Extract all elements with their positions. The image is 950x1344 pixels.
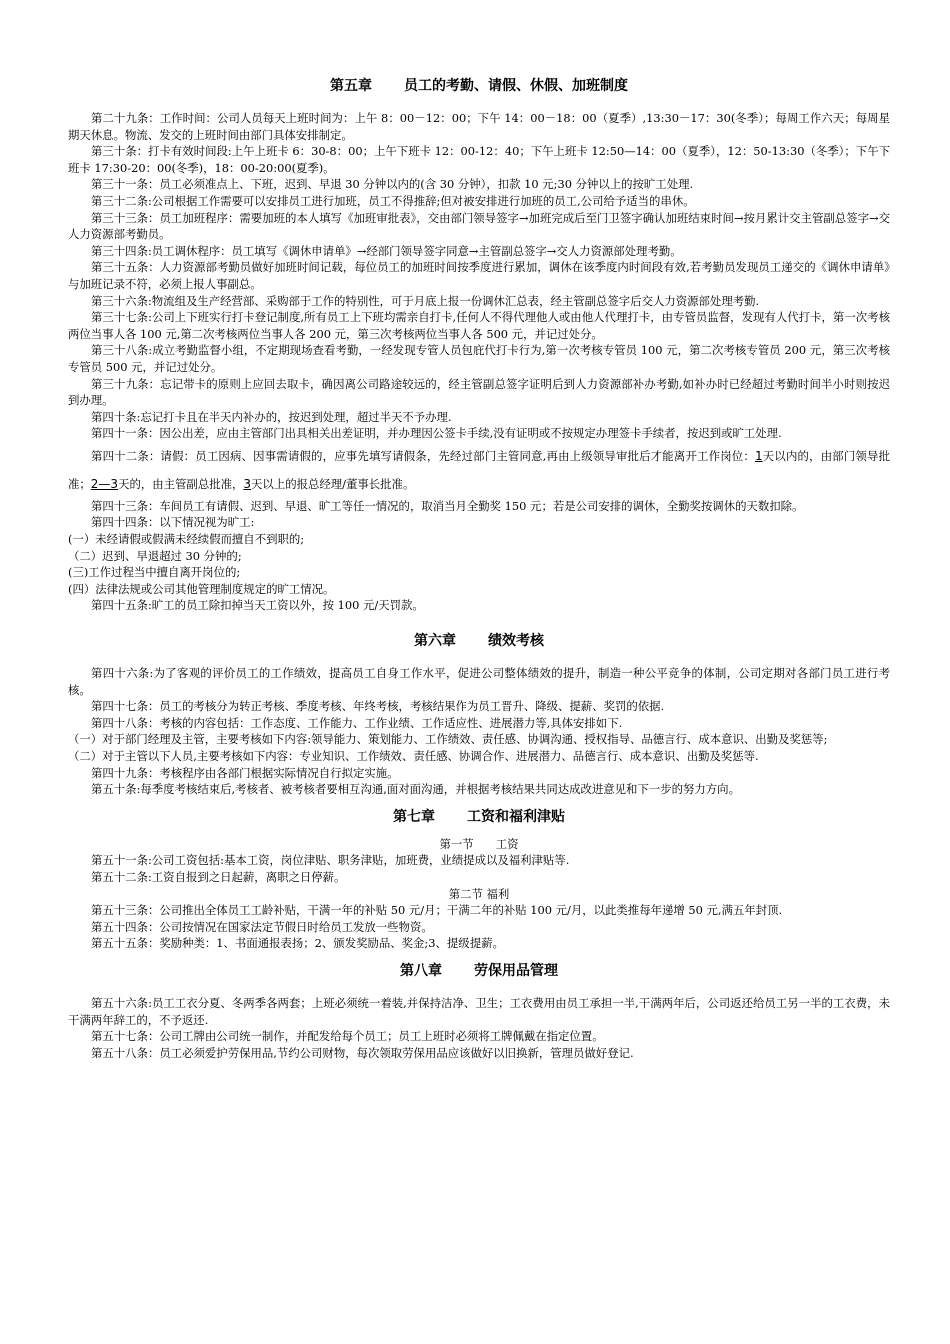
article-45: 第四十五条:旷工的员工除扣掉当天工资以外，按 100 元/天罚款。	[91, 598, 424, 613]
list-item: (三)工作过程当中擅自离开岗位的;	[68, 565, 241, 580]
article-56: 第五十六条:员工工衣分夏、冬两季各两套；上班必须统一着装,并保持洁净、卫生；工衣费用由员工承担一半,干满两年后，公司返还给员工另一半的工衣费，未干满两年辞工的，不予返还.	[68, 995, 890, 1027]
chapter-number: 第六章	[414, 633, 456, 650]
chapter-8-title	[68, 961, 890, 981]
article-46: 第四十六条:为了客观的评价员工的工作绩效，提高员工自身工作水平，促进公司整体绩效的提升，制造一种公平竞争的体制，公司定期对各部门员工进行考核。	[68, 666, 890, 697]
article-49: 第四十九条：考核程序由各部门根据实际情况自行拟定实施。	[91, 765, 399, 780]
list-item: (一）未经请假或假满未经续假而擅自不到职的;	[68, 532, 305, 547]
article-53: 第五十三条：公司推出全体员工工龄补贴，干满一年的补贴 50 元/月；干满二年的补贴 100 元/月，以此类推每年递增 50 元,满五年封顶.	[91, 903, 783, 918]
list-item: (四）法律法规或公司其他管理制度规定的旷工情况。	[68, 581, 335, 596]
article-54: 第五十四条：公司按情况在国家法定节假日时给员工发放一些物资。	[91, 919, 433, 934]
chapter-6-title	[68, 631, 890, 651]
article-58: 第五十八条：员工必须爱护劳保用品,节约公司财物，每次领取劳保用品应该做好以旧换新，管理员做好登记.	[91, 1045, 634, 1060]
chapter-number: 第八章	[400, 962, 442, 979]
article-51: 第五十一条:公司工资包括:基本工资，岗位津贴、职务津贴，加班费，业绩提成以及福利津贴等.	[91, 853, 570, 868]
article-37: 第三十七条:公司上下班实行打卡登记制度,所有员工上下班均需亲自打卡,任何人不得代理他人或由他人代理打卡，由专管员监督，发现有人代打卡，第一次考核两位当事人各 100 元,第二次考核两位当事人各 200 元，第三次考核两位当事人各 500 元，并记过处分。	[68, 310, 890, 341]
chapter-5-title	[68, 76, 890, 96]
article-36: 第三十六条:物流组及生产经营部、采购部于工作的特别性，可于月底上报一份调休汇总表，经主管副总签字后交人力资源部处理考勤.	[91, 293, 760, 308]
article-35: 第三十五条：人力资源部考勤员做好加班时间记载，每位员工的加班时间按季度进行累加，调休在该季度内时间段有效,若考勤员发现员工递交的《调休申请单》与加班记录不符，必须上报人事副总。	[68, 260, 890, 291]
article-52: 第五十二条:工资自报到之日起薪，离职之日停薪。	[91, 869, 346, 884]
days-1: 1	[754, 448, 763, 463]
chapter-name: 劳保用品管理	[474, 962, 558, 979]
article-32: 第三十二条:公司根据工作需要可以安排员工进行加班，员工不得推辞;但对被安排进行加班的员工,公司给予适当的串休。	[91, 193, 695, 208]
article-41: 第四十一条：因公出差，应由主管部门出具相关出差证明，并办理因公签卡手续,没有证明或不按规定办理签卡手续者，按迟到或旷工处理.	[91, 426, 782, 441]
article-40: 第四十条:忘记打卡且在半天内补办的，按迟到处理，超过半天不予办理.	[91, 409, 452, 424]
article-31: 第三十一条：员工必须准点上、下班，迟到、早退 30 分钟以内的(含 30 分钟），扣款 10 元;30 分钟以上的按旷工处理.	[91, 177, 694, 192]
article-44: 第四十四条：以下情况视为旷工:	[91, 515, 255, 530]
section-2-title: 第二节 福利	[448, 886, 510, 901]
article-43: 第四十三条：车间员工有请假、迟到、早退、旷工等任一情况的，取消当月全勤奖 150 元；若是公司安排的调休，全勤奖按调休的天数扣除。	[91, 498, 804, 513]
article-30: 第三十条：打卡有效时间段:上午上班卡 6：30-8：00；上午下班卡 12：00-12：40；下午上班卡 12:50—14：00（夏季），12：50-13:30（冬季）；下午下班卡 17:30-20：00(冬季)，18：00-20:00(夏季)。	[68, 144, 890, 175]
article-39: 第三十九条：忘记带卡的原则上应回去取卡，确因离公司路途较远的，经主管副总签字证明后到人力资源部补办考勤,如补办时已经超过考勤时间半小时则按迟到办理。	[68, 376, 890, 408]
chapter-7-title	[68, 807, 890, 827]
list-item: （二）迟到、早退超过 30 分钟的;	[68, 548, 242, 563]
article-34: 第三十四条:员工调休程序：员工填写《调休申请单》→经部门领导签字同意→主管副总签字→交人力资源部处理考勤。	[91, 243, 682, 258]
article-38: 第三十八条:成立考勤监督小组，不定期现场查看考勤，一经发现专管人员包庇代打卡行为,第一次考核专管员 100 元，第二次考核专管员 200 元，第三次考核专管员 500 元，并记过处分。	[68, 343, 890, 374]
chapter-number: 第五章	[330, 78, 372, 94]
article-48-item-1: （一）对于部门经理及主管，主要考核如下内容:领导能力、策划能力、工作绩效、责任感、协调沟通、授权指导、品德言行、成本意识、出勤及奖惩等;	[68, 732, 828, 747]
article-57: 第五十七条：公司工牌由公司统一制作，并配发给每个员工；员工上班时必须将工牌佩戴在指定位置。	[91, 1029, 604, 1044]
document-page	[68, 76, 890, 1061]
chapter-name: 工资和福利津贴	[467, 808, 565, 825]
days-2-3: 2—3	[90, 476, 119, 491]
article-47: 第四十七条：员工的考核分为转正考核、季度考核、年终考核，考核结果作为员工晋升、降级、提薪、奖罚的依据.	[91, 699, 665, 714]
article-33: 第三十三条：员工加班程序：需要加班的本人填写《加班审批表》，交由部门领导签字→加班完成后至门卫签字确认加班结束时间→按月累计交主管副总签字→交人力资源部考勤员。	[68, 210, 890, 242]
days-3: 3	[243, 476, 252, 491]
article-48: 第四十八条：考核的内容包括：工作态度、工作能力、工作业绩、工作适应性、进展潜力等,具体安排如下.	[91, 715, 623, 730]
section-1-title: 第一节 工资	[439, 836, 519, 851]
article-55: 第五十五条：奖励种类：1、书面通报表扬；2、颁发奖励品、奖金;3、提级提薪。	[91, 936, 504, 951]
article-29: 第二十九条：工作时间：公司人员每天上班时间为：上午 8：00－12：00；下午 14：00－18：00（夏季）,13:30－17：30(冬季）；每周工作六天；每周星期天休息。物流、发交的上班时间由部门具体安排制定。	[68, 111, 890, 142]
article-42: 第四十二条：请假：员工因病、因事需请假的，应事先填写请假条，先经过部门主管同意,再由上级领导审批后才能离开工作岗位：1天以内的，由部门领导批准；2—3天的，由主管副总批准，3天以上的报总经理/董事长批准。	[68, 448, 890, 491]
article-50: 第五十条:每季度考核结束后,考核者、被考核者要相互沟通,面对面沟通，并根据考核结果共同达成改进意见和下一步的努力方向。	[91, 782, 740, 797]
article-48-item-2: （二）对于主管以下人员,主要考核如下内容：专业知识、工作绩效、责任感、协调合作、进展潜力、品德言行、成本意识、出勤及奖惩等.	[68, 749, 759, 763]
chapter-name: 绩效考核	[488, 633, 544, 650]
chapter-name: 员工的考勤、请假、休假、加班制度	[404, 78, 628, 94]
chapter-number: 第七章	[393, 808, 435, 825]
